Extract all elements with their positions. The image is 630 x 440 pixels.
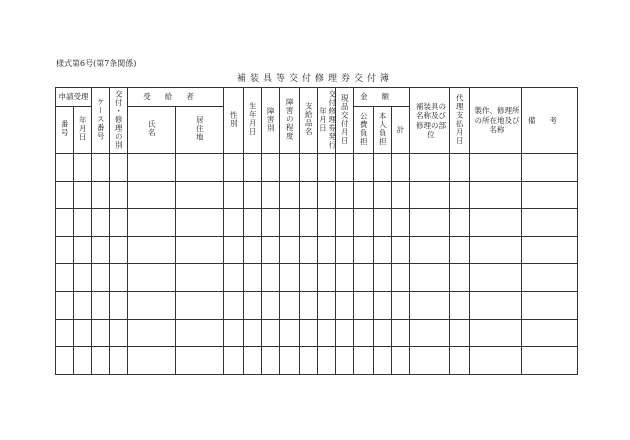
table-cell bbox=[74, 291, 92, 319]
table-cell bbox=[392, 264, 410, 292]
table-cell bbox=[262, 209, 280, 237]
table-cell bbox=[74, 236, 92, 264]
table-cell bbox=[244, 154, 262, 182]
table-cell bbox=[410, 291, 450, 319]
table-cell bbox=[128, 264, 176, 292]
table-cell bbox=[176, 319, 224, 347]
table-cell bbox=[354, 319, 374, 347]
table-cell bbox=[450, 291, 470, 319]
table-cell bbox=[244, 319, 262, 347]
header-self-burden: 本人負担 bbox=[374, 107, 392, 154]
table-cell bbox=[410, 236, 450, 264]
header-total: 計 bbox=[392, 107, 410, 154]
header-supplied-item: 支給品名 bbox=[300, 88, 318, 154]
table-cell bbox=[56, 154, 74, 182]
table-cell bbox=[92, 236, 110, 264]
table-cell bbox=[354, 236, 374, 264]
table-cell bbox=[74, 347, 92, 375]
table-cell bbox=[128, 236, 176, 264]
table-cell bbox=[244, 347, 262, 375]
table-cell bbox=[224, 319, 244, 347]
header-sex: 性別 bbox=[224, 88, 244, 154]
table-cell bbox=[522, 209, 578, 237]
table-cell bbox=[300, 209, 318, 237]
header-maker-name-address: 製作、修理所の所在地及び名称 bbox=[470, 88, 522, 154]
table-cell bbox=[410, 319, 450, 347]
table-cell bbox=[262, 181, 280, 209]
table-cell bbox=[374, 291, 392, 319]
table-cell bbox=[280, 154, 300, 182]
table-cell bbox=[74, 209, 92, 237]
header-recipient-name: 氏名 bbox=[128, 107, 176, 154]
table-cell bbox=[470, 209, 522, 237]
header-disability-degree: 障害の程度 bbox=[280, 88, 300, 154]
table-cell bbox=[318, 291, 336, 319]
table-cell bbox=[262, 347, 280, 375]
table-cell bbox=[318, 209, 336, 237]
table-cell bbox=[336, 154, 354, 182]
table-cell bbox=[318, 236, 336, 264]
header-recipient-address: 居住地 bbox=[176, 107, 224, 154]
table-cell bbox=[280, 347, 300, 375]
table-cell bbox=[522, 154, 578, 182]
header-amount: 金額 bbox=[354, 88, 410, 107]
table-cell bbox=[470, 347, 522, 375]
table-row bbox=[56, 264, 578, 292]
table-cell bbox=[224, 181, 244, 209]
table-cell bbox=[470, 291, 522, 319]
register-body bbox=[56, 154, 578, 375]
table-cell bbox=[280, 236, 300, 264]
table-cell bbox=[176, 264, 224, 292]
table-cell bbox=[110, 291, 128, 319]
table-cell bbox=[128, 291, 176, 319]
header-recipient: 受給者 bbox=[128, 88, 224, 107]
table-cell bbox=[374, 264, 392, 292]
table-cell bbox=[224, 264, 244, 292]
header-public-burden: 公費負担 bbox=[354, 107, 374, 154]
table-cell bbox=[280, 291, 300, 319]
table-cell bbox=[92, 154, 110, 182]
table-cell bbox=[354, 347, 374, 375]
table-cell bbox=[244, 264, 262, 292]
table-cell bbox=[392, 291, 410, 319]
header-goods-delivery-date: 現品交付月日 bbox=[336, 88, 354, 154]
table-cell bbox=[392, 209, 410, 237]
table-cell bbox=[176, 347, 224, 375]
table-cell bbox=[74, 154, 92, 182]
table-cell bbox=[244, 291, 262, 319]
table-cell bbox=[74, 319, 92, 347]
table-cell bbox=[374, 209, 392, 237]
table-cell bbox=[410, 154, 450, 182]
table-cell bbox=[110, 236, 128, 264]
table-cell bbox=[56, 264, 74, 292]
table-cell bbox=[522, 236, 578, 264]
table-cell bbox=[354, 291, 374, 319]
header-device-name-repair-part: 補装具の名称及び修理の部位 bbox=[410, 88, 450, 154]
table-cell bbox=[392, 236, 410, 264]
table-row bbox=[56, 319, 578, 347]
table-cell bbox=[110, 181, 128, 209]
table-cell bbox=[522, 347, 578, 375]
table-row bbox=[56, 291, 578, 319]
table-cell bbox=[336, 209, 354, 237]
table-cell bbox=[92, 209, 110, 237]
table-cell bbox=[300, 291, 318, 319]
table-cell bbox=[450, 181, 470, 209]
table-cell bbox=[336, 264, 354, 292]
table-cell bbox=[92, 291, 110, 319]
table-cell bbox=[92, 181, 110, 209]
table-cell bbox=[522, 181, 578, 209]
table-cell bbox=[56, 236, 74, 264]
table-cell bbox=[300, 236, 318, 264]
table-cell bbox=[336, 319, 354, 347]
table-row bbox=[56, 154, 578, 182]
header-application: 申請受理 bbox=[56, 88, 92, 107]
table-row bbox=[56, 181, 578, 209]
table-cell bbox=[56, 209, 74, 237]
table-cell bbox=[92, 319, 110, 347]
table-cell bbox=[410, 347, 450, 375]
table-cell bbox=[224, 291, 244, 319]
table-cell bbox=[354, 264, 374, 292]
table-cell bbox=[318, 264, 336, 292]
table-cell bbox=[318, 319, 336, 347]
table-cell bbox=[318, 347, 336, 375]
table-cell bbox=[392, 181, 410, 209]
table-cell bbox=[128, 319, 176, 347]
table-cell bbox=[470, 236, 522, 264]
table-cell bbox=[336, 181, 354, 209]
table-cell bbox=[176, 236, 224, 264]
table-cell bbox=[74, 264, 92, 292]
table-cell bbox=[392, 347, 410, 375]
header-birth-date: 生年月日 bbox=[244, 88, 262, 154]
table-cell bbox=[56, 291, 74, 319]
table-cell bbox=[450, 154, 470, 182]
table-cell bbox=[74, 181, 92, 209]
table-row bbox=[56, 236, 578, 264]
header-application-number: 番号 bbox=[56, 107, 74, 154]
table-cell bbox=[176, 154, 224, 182]
table-cell bbox=[392, 154, 410, 182]
table-row bbox=[56, 347, 578, 375]
table-cell bbox=[354, 209, 374, 237]
table-cell bbox=[374, 154, 392, 182]
table-cell bbox=[522, 264, 578, 292]
table-cell bbox=[410, 181, 450, 209]
table-cell bbox=[224, 154, 244, 182]
header-agency-payment-date: 代理支払月日 bbox=[450, 88, 470, 154]
table-cell bbox=[110, 154, 128, 182]
table-cell bbox=[128, 209, 176, 237]
table-cell bbox=[262, 264, 280, 292]
table-cell bbox=[280, 209, 300, 237]
table-cell bbox=[280, 264, 300, 292]
table-cell bbox=[110, 347, 128, 375]
table-cell bbox=[300, 319, 318, 347]
table-cell bbox=[262, 319, 280, 347]
table-cell bbox=[128, 154, 176, 182]
table-cell bbox=[224, 209, 244, 237]
table-cell bbox=[450, 319, 470, 347]
table-cell bbox=[522, 319, 578, 347]
table-cell bbox=[92, 264, 110, 292]
table-cell bbox=[56, 347, 74, 375]
table-cell bbox=[374, 319, 392, 347]
table-cell bbox=[470, 319, 522, 347]
table-cell bbox=[244, 209, 262, 237]
table-cell bbox=[374, 347, 392, 375]
document-title: 補装具等交付修理券交付簿 bbox=[236, 74, 393, 84]
header-delivery-repair-type: 交付・修理の別 bbox=[110, 88, 128, 154]
table-cell bbox=[244, 236, 262, 264]
table-cell bbox=[336, 236, 354, 264]
table-cell bbox=[262, 236, 280, 264]
table-cell bbox=[280, 181, 300, 209]
table-cell bbox=[470, 181, 522, 209]
table-cell bbox=[410, 209, 450, 237]
header-remarks: 備考 bbox=[522, 88, 578, 154]
table-cell bbox=[374, 236, 392, 264]
table-cell bbox=[450, 236, 470, 264]
table-cell bbox=[128, 181, 176, 209]
table-cell bbox=[56, 319, 74, 347]
table-cell bbox=[336, 291, 354, 319]
table-cell bbox=[300, 181, 318, 209]
table-cell bbox=[176, 209, 224, 237]
table-cell bbox=[522, 291, 578, 319]
table-cell bbox=[110, 209, 128, 237]
table-cell bbox=[300, 264, 318, 292]
register-table bbox=[55, 87, 578, 375]
table-cell bbox=[262, 291, 280, 319]
table-cell bbox=[392, 319, 410, 347]
table-cell bbox=[336, 347, 354, 375]
table-cell bbox=[176, 291, 224, 319]
table-cell bbox=[374, 181, 392, 209]
table-cell bbox=[450, 209, 470, 237]
table-cell bbox=[224, 347, 244, 375]
table-cell bbox=[318, 181, 336, 209]
table-row bbox=[56, 209, 578, 237]
table-cell bbox=[110, 264, 128, 292]
table-cell bbox=[470, 264, 522, 292]
table-cell bbox=[300, 154, 318, 182]
header-disability-type: 障害別 bbox=[262, 88, 280, 154]
table-cell bbox=[110, 319, 128, 347]
table-cell bbox=[354, 181, 374, 209]
table-cell bbox=[92, 347, 110, 375]
table-cell bbox=[470, 154, 522, 182]
table-cell bbox=[300, 347, 318, 375]
header-case-number: ケース番号 bbox=[92, 88, 110, 154]
table-cell bbox=[244, 181, 262, 209]
table-cell bbox=[450, 347, 470, 375]
table-cell bbox=[450, 264, 470, 292]
table-cell bbox=[262, 154, 280, 182]
table-cell bbox=[56, 181, 74, 209]
table-cell bbox=[128, 347, 176, 375]
table-cell bbox=[280, 319, 300, 347]
header-application-date: 年月日 bbox=[74, 107, 92, 154]
table-cell bbox=[354, 154, 374, 182]
table-cell bbox=[176, 181, 224, 209]
header-ticket-issue-date: 交付修理券発行年月日 bbox=[318, 88, 336, 154]
table-cell bbox=[224, 236, 244, 264]
table-cell bbox=[318, 154, 336, 182]
table-cell bbox=[410, 264, 450, 292]
form-code: 様式第6号(第7条関係) bbox=[56, 59, 137, 68]
